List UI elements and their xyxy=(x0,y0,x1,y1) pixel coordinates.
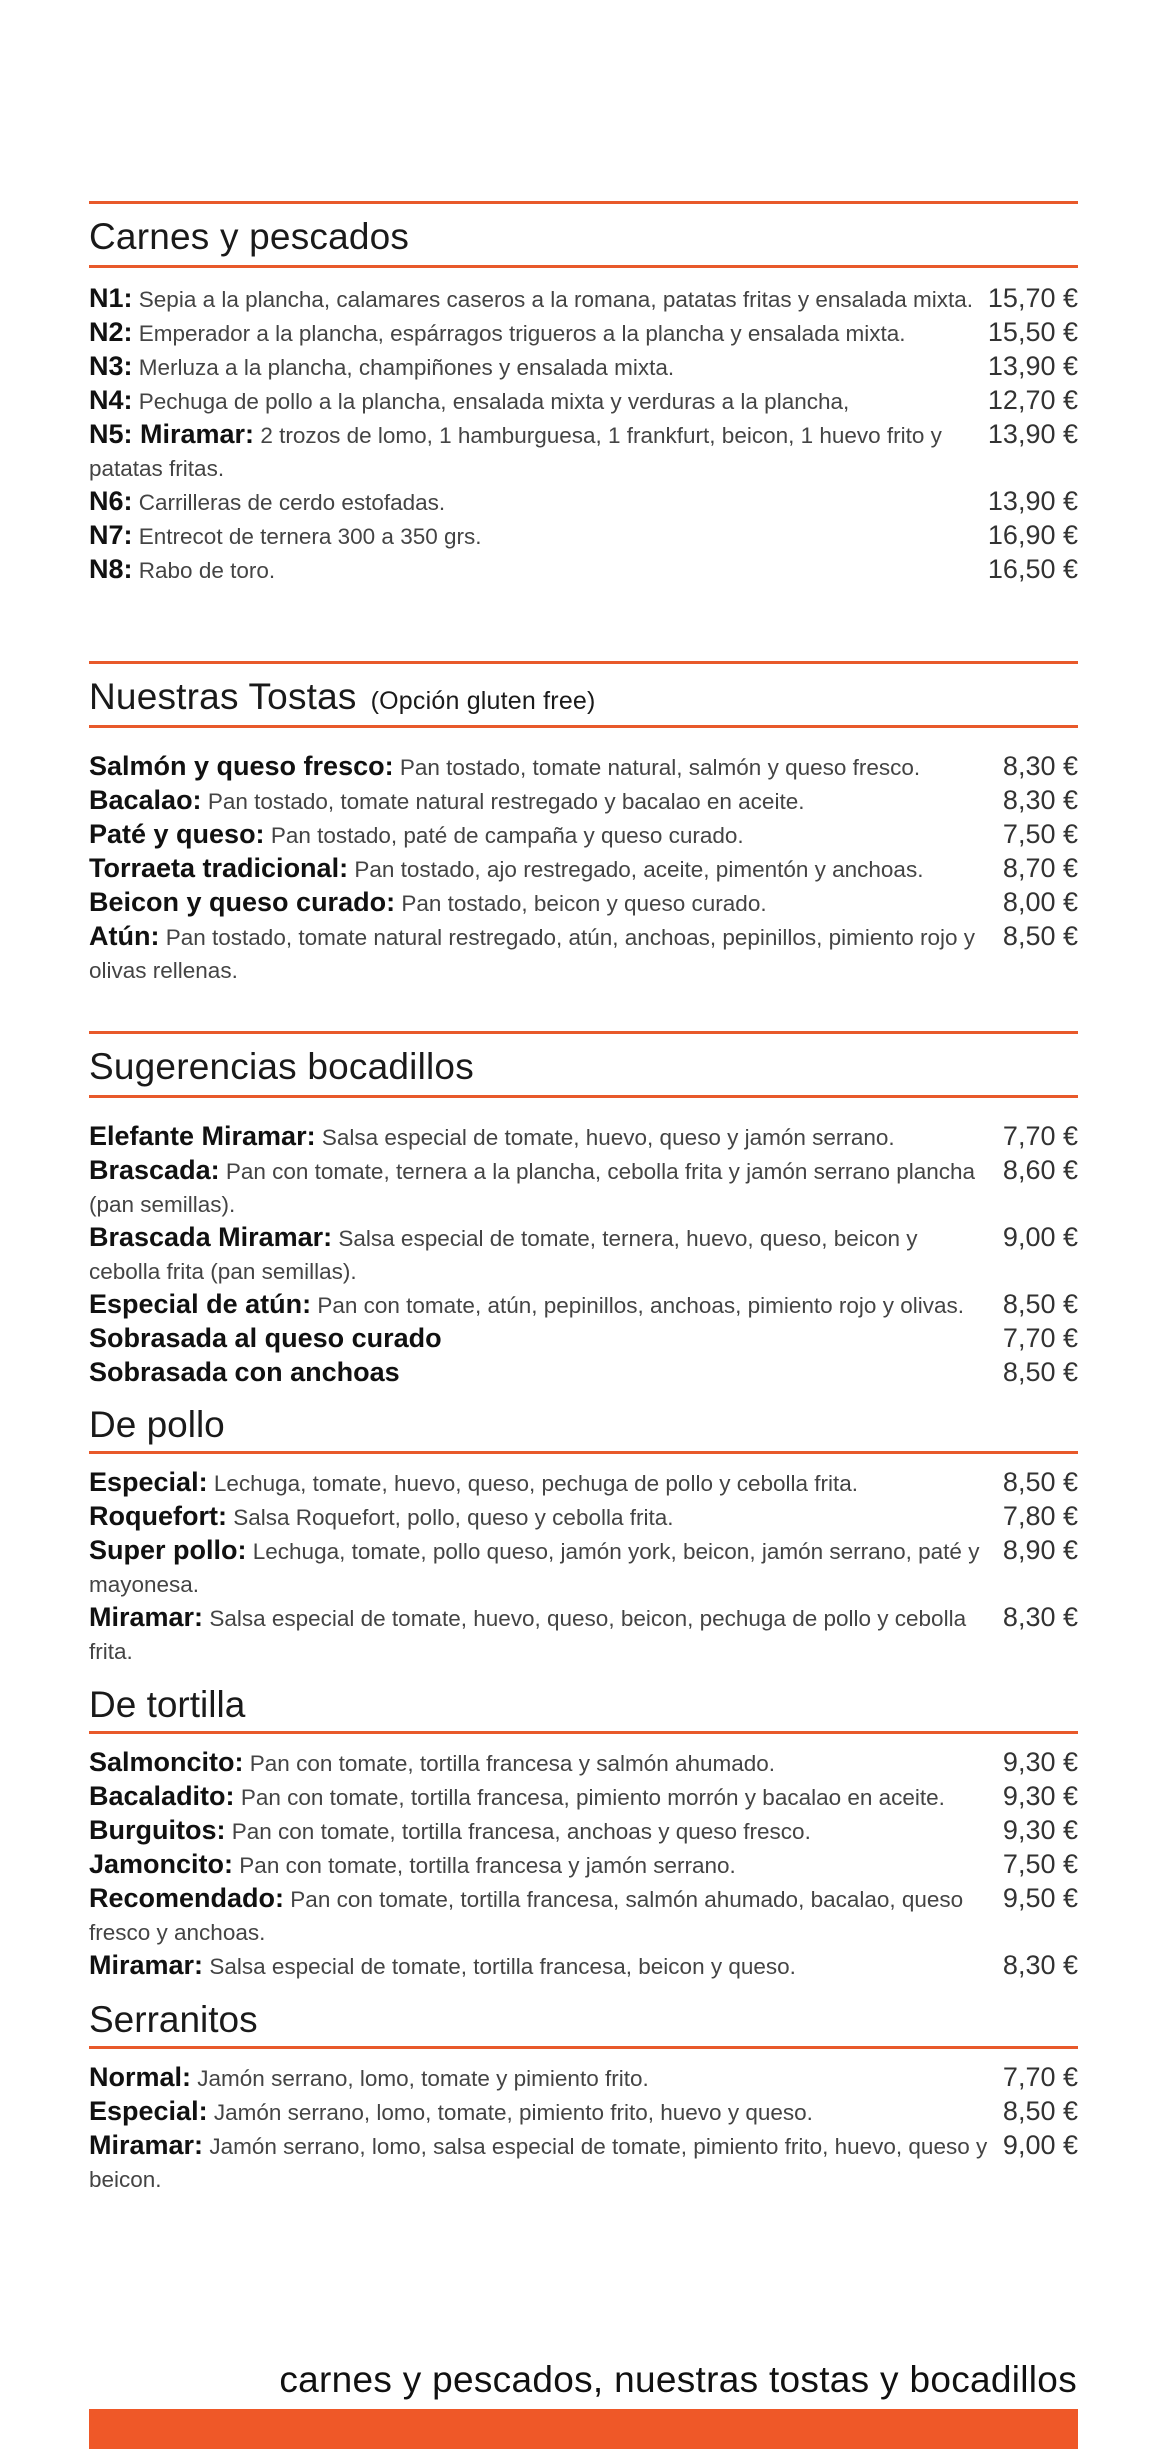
list-item: N2: Emperador a la plancha, espárragos trigueros a la plancha y ensalada mixta. 15,50 € xyxy=(89,317,1078,347)
divider xyxy=(89,725,1078,728)
list-item: N4: Pechuga de pollo a la plancha, ensalada mixta y verduras a la plancha, 12,70 € xyxy=(89,385,1078,415)
items-pollo xyxy=(89,1466,1078,1668)
list-item: N5: Miramar: 2 trozos de lomo, 1 hamburguesa, 1 frankfurt, beicon, 1 huevo frito y patatas fritas. 13,90 € xyxy=(89,419,1078,481)
list-item: Salmoncito: Pan con tomate, tortilla francesa y salmón ahumado. 9,30 € xyxy=(89,1747,1078,1777)
items-tostas xyxy=(89,750,1078,987)
list-item: N3: Merluza a la plancha, champiñones y ensalada mixta. 13,90 € xyxy=(89,351,1078,381)
section-tostas xyxy=(89,661,1078,987)
section-title-tostas: Nuestras Tostas (Opción gluten free) xyxy=(89,676,596,717)
list-item: Super pollo: Lechuga, tomate, pollo queso, jamón york, beicon, jamón serrano, paté y mayonesa. 8,90 € xyxy=(89,1535,1078,1597)
list-item: N6: Carrilleras de cerdo estofadas. 13,90 € xyxy=(89,486,1078,516)
list-item: Miramar: Salsa especial de tomate, huevo, queso, beicon, pechuga de pollo y cebolla frita. 8,30 € xyxy=(89,1602,1078,1664)
section-title-carnes: Carnes y pescados xyxy=(89,216,410,257)
list-item: N8: Rabo de toro. 16,50 € xyxy=(89,554,1078,584)
gluten-free-note: (Opción gluten free) xyxy=(370,687,596,715)
list-item: Sobrasada al queso curado 7,70 € xyxy=(89,1323,1078,1353)
list-item: Recomendado: Pan con tomate, tortilla francesa, salmón ahumado, bacalao, queso fresco y anchoas. 9,50 € xyxy=(89,1883,1078,1945)
subsection-title-serranitos: Serranitos xyxy=(89,1999,258,2040)
items-serranitos xyxy=(89,2061,1078,2196)
list-item: Especial: Jamón serrano, lomo, tomate, pimiento frito, huevo y queso. 8,50 € xyxy=(89,2096,1078,2126)
footer-caption: carnes y pescados, nuestras tostas y bocadillos xyxy=(279,2359,1077,2400)
list-item: Elefante Miramar: Salsa especial de tomate, huevo, queso y jamón serrano. 7,70 € xyxy=(89,1121,1078,1151)
divider xyxy=(89,265,1078,268)
items-tortilla xyxy=(89,1746,1078,1983)
list-item: Burguitos: Pan con tomate, tortilla francesa, anchoas y queso fresco. 9,30 € xyxy=(89,1815,1078,1845)
items-bocadillos xyxy=(89,1120,1078,1390)
subsection-pollo xyxy=(89,1402,1078,1668)
list-item: Brascada Miramar: Salsa especial de tomate, ternera, huevo, queso, beicon y cebolla frita (pan semillas). 9,00 € xyxy=(89,1222,1078,1284)
list-item: Miramar: Salsa especial de tomate, tortilla francesa, beicon y queso. 8,30 € xyxy=(89,1950,1078,1980)
list-item: Torraeta tradicional: Pan tostado, ajo restregado, aceite, pimentón y anchoas. 8,70 € xyxy=(89,853,1078,883)
subsection-title-pollo: De pollo xyxy=(89,1404,225,1445)
list-item: Jamoncito: Pan con tomate, tortilla francesa y jamón serrano. 7,50 € xyxy=(89,1849,1078,1879)
subsection-title-tortilla: De tortilla xyxy=(89,1684,246,1725)
divider xyxy=(89,1095,1078,1098)
list-item: Miramar: Jamón serrano, lomo, salsa especial de tomate, pimiento frito, huevo, queso y beicon. 9,00 € xyxy=(89,2130,1078,2192)
list-item: Roquefort: Salsa Roquefort, pollo, queso y cebolla frita. 7,80 € xyxy=(89,1501,1078,1531)
list-item: N1: Sepia a la plancha, calamares caseros a la romana, patatas fritas y ensalada mixta. 15,70 € xyxy=(89,283,1078,313)
list-item: Bacalao: Pan tostado, tomate natural restregado y bacalao en aceite. 8,30 € xyxy=(89,785,1078,815)
section-carnes xyxy=(89,201,1078,587)
list-item: Especial: Lechuga, tomate, huevo, queso, pechuga de pollo y cebolla frita. 8,50 € xyxy=(89,1467,1078,1497)
divider xyxy=(89,2046,1078,2049)
subsection-serranitos xyxy=(89,1997,1078,2196)
divider xyxy=(89,1731,1078,1734)
footer-bar xyxy=(89,2409,1078,2449)
list-item: Especial de atún: Pan con tomate, atún, pepinillos, anchoas, pimiento rojo y olivas. 8,50 € xyxy=(89,1289,1078,1319)
list-item: Atún: Pan tostado, tomate natural restregado, atún, anchoas, pepinillos, pimiento rojo y olivas rellenas. 8,50 € xyxy=(89,921,1078,983)
list-item: Salmón y queso fresco: Pan tostado, tomate natural, salmón y queso fresco. 8,30 € xyxy=(89,751,1078,781)
subsection-tortilla xyxy=(89,1682,1078,1983)
list-item: Paté y queso: Pan tostado, paté de campaña y queso curado. 7,50 € xyxy=(89,819,1078,849)
section-title-bocadillos: Sugerencias bocadillos xyxy=(89,1046,474,1087)
section-bocadillos xyxy=(89,1031,1078,2196)
list-item: Sobrasada con anchoas 8,50 € xyxy=(89,1357,1078,1387)
list-item: Brascada: Pan con tomate, ternera a la plancha, cebolla frita y jamón serrano plancha (pan semillas). 8,60 € xyxy=(89,1155,1078,1217)
list-item: Beicon y queso curado: Pan tostado, beicon y queso curado. 8,00 € xyxy=(89,887,1078,917)
divider xyxy=(89,1451,1078,1454)
list-item: Bacaladito: Pan con tomate, tortilla francesa, pimiento morrón y bacalao en aceite. 9,30 € xyxy=(89,1781,1078,1811)
list-item: N7: Entrecot de ternera 300 a 350 grs. 16,90 € xyxy=(89,520,1078,550)
items-carnes xyxy=(89,282,1078,587)
list-item: Normal: Jamón serrano, lomo, tomate y pimiento frito. 7,70 € xyxy=(89,2062,1078,2092)
